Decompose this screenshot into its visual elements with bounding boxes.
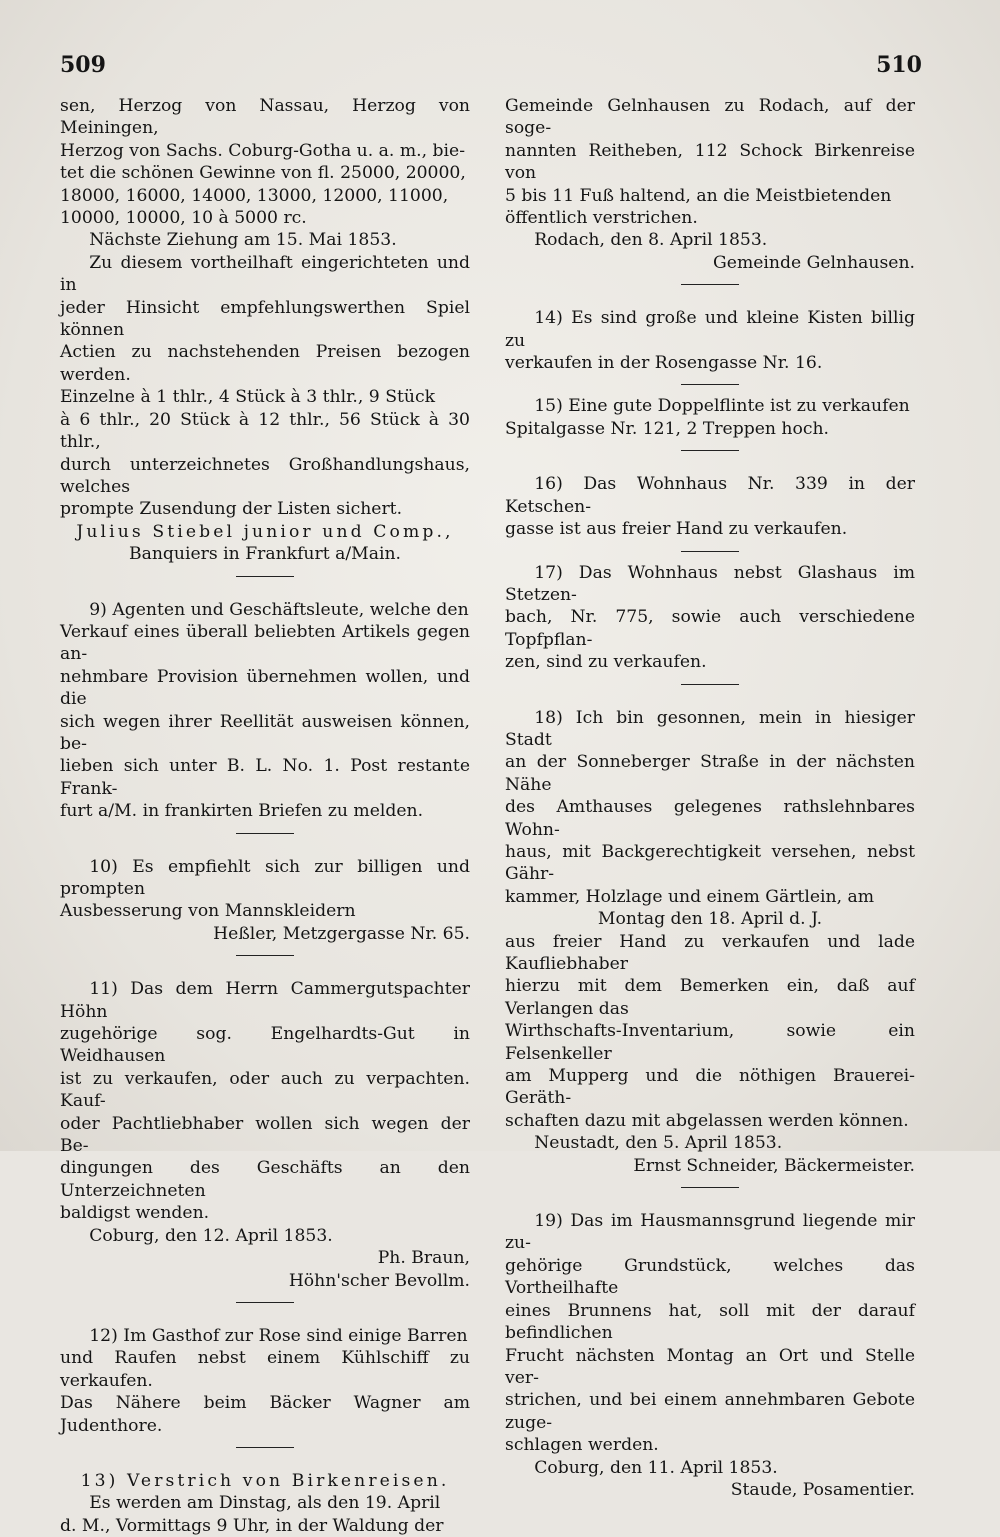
text-line: 17) Das Wohnhaus nebst Glashaus im Stetzen- xyxy=(505,562,915,605)
separator-rule xyxy=(236,833,294,834)
separator-rule xyxy=(236,576,294,577)
text-line: Einzelne à 1 thlr., 4 Stück à 3 thlr., 9 Stück xyxy=(60,387,435,408)
advertiser-signature: Heßler, Metzgergasse Nr. 65. xyxy=(213,923,470,944)
text-line: aus freier Hand zu verkaufen und lade Kaufliebhaber xyxy=(505,931,915,974)
text-line: sen, Herzog von Nassau, Herzog von Meiningen, xyxy=(60,96,470,139)
dateline: Rodach, den 8. April 1853. xyxy=(534,230,768,251)
text-line: jeder Hinsicht empfehlungswerthen Spiel können xyxy=(60,297,470,341)
advertisement-13-continued xyxy=(505,95,915,274)
text-line: Herzog von Sachs. Coburg-Gotha u. a. m., bie- xyxy=(60,140,465,161)
text-line: gehörige Grundstück, welches das Vortheilhafte xyxy=(505,1255,915,1299)
text-line: gasse ist aus freier Hand zu verkaufen. xyxy=(505,519,848,540)
advertisement-15 xyxy=(505,395,915,440)
dateline: Coburg, den 12. April 1853. xyxy=(89,1225,333,1246)
text-line: strichen, und bei einem annehmbaren Gebote zuge- xyxy=(505,1390,915,1433)
page-number-left: 509 xyxy=(60,52,106,78)
text-line: baldigst wenden. xyxy=(60,1203,210,1224)
text-line: 10) Es empfiehlt sich zur billigen und prompten xyxy=(60,856,470,899)
text-line: zugehörige sog. Engelhardts-Gut in Weidhausen xyxy=(60,1024,470,1067)
text-line: 14) Es sind große und kleine Kisten billig zu xyxy=(505,308,915,351)
advertisement-9 xyxy=(60,599,470,823)
separator-rule xyxy=(681,384,739,385)
text-line: zen, sind zu verkaufen. xyxy=(505,652,707,673)
separator-rule xyxy=(681,551,739,552)
text-line: à 6 thlr., 20 Stück à 12 thlr., 56 Stück à 30 thlr., xyxy=(60,409,470,453)
text-line: nannten Reitheben, 112 Schock Birkenreise von xyxy=(505,140,915,184)
text-line: furt a/M. in frankirten Briefen zu melden. xyxy=(60,801,424,822)
sale-date: Montag den 18. April d. J. xyxy=(597,909,823,930)
text-line: Spitalgasse Nr. 121, 2 Treppen hoch. xyxy=(505,418,830,439)
text-line: 10000, 10000, 10 à 5000 rc. xyxy=(60,208,307,229)
text-line: ist zu verkaufen, oder auch zu verpachten. Kauf- xyxy=(60,1068,470,1112)
text-line: 9) Agenten und Geschäftsleute, welche den xyxy=(89,599,469,620)
text-line: verkaufen in der Rosengasse Nr. 16. xyxy=(505,353,823,374)
text-line: bach, Nr. 775, sowie auch verschiedene Topfpflan- xyxy=(505,607,915,650)
text-line: 12) Im Gasthof zur Rose sind einige Barren xyxy=(89,1325,468,1346)
text-line: Verkauf eines überall beliebten Artikels gegen an- xyxy=(60,621,470,665)
text-line: an der Sonneberger Straße in der nächsten Nähe xyxy=(505,752,915,795)
advertiser-signature: Ernst Schneider, Bäckermeister. xyxy=(633,1155,915,1176)
text-line: 5 bis 11 Fuß haltend, an die Meistbietenden xyxy=(505,185,892,206)
dateline: Neustadt, den 5. April 1853. xyxy=(534,1133,783,1154)
text-line: Actien zu nachstehenden Preisen bezogen werden. xyxy=(60,342,470,385)
text-line: lieben sich unter B. L. No. 1. Post restante Frank- xyxy=(60,756,470,799)
separator-rule xyxy=(236,1302,294,1303)
text-line: oder Pachtliebhaber wollen sich wegen der Be- xyxy=(60,1113,470,1157)
text-line: schlagen werden. xyxy=(505,1435,659,1456)
text-line: Frucht nächsten Montag an Ort und Stelle ver- xyxy=(505,1345,915,1388)
notice-heading: 13) Verstrich von Birkenreisen. xyxy=(80,1470,450,1491)
text-line: eines Brunnens hat, soll mit der darauf befindlichen xyxy=(505,1300,915,1344)
text-line: Ausbesserung von Mannskleidern xyxy=(60,901,356,922)
firm-place: Banquiers in Frankfurt a/Main. xyxy=(128,544,402,565)
text-line: sich wegen ihrer Reellität ausweisen können, be- xyxy=(60,711,470,754)
text-line: prompte Zusendung der Listen sichert. xyxy=(60,499,403,520)
advertisement-10 xyxy=(60,856,470,946)
advertisement-18 xyxy=(505,707,915,1178)
text-line: hierzu mit dem Bemerken ein, daß auf Verlangen das xyxy=(505,976,915,1019)
text-line: Das Nähere beim Bäcker Wagner am Judenthore. xyxy=(60,1393,470,1436)
text-line: Es werden am Dinstag, als den 19. April xyxy=(89,1493,441,1514)
text-line: des Amthauses gelegenes rathslehnbares Wohn- xyxy=(505,797,915,840)
text-line: dingungen des Geschäfts an den Unterzeichneten xyxy=(60,1158,470,1201)
text-line: schaften dazu mit abgelassen werden können. xyxy=(505,1110,909,1131)
page-number-right: 510 xyxy=(876,52,922,78)
text-line: 16) Das Wohnhaus Nr. 339 in der Ketschen- xyxy=(505,474,915,517)
separator-rule xyxy=(681,450,739,451)
firm-name: Julius Stiebel junior und Comp., xyxy=(76,521,454,542)
text-line: d. M., Vormittags 9 Uhr, in der Waldung der xyxy=(60,1515,444,1536)
left-column xyxy=(60,95,470,1537)
advertiser-signature: Staude, Posamentier. xyxy=(730,1479,915,1500)
separator-rule xyxy=(236,955,294,956)
advertiser-signature: Höhn'scher Bevollm. xyxy=(288,1270,470,1291)
advertiser-signature: Gemeinde Gelnhausen. xyxy=(713,252,915,273)
text-line: Gemeinde Gelnhausen zu Rodach, auf der soge- xyxy=(505,96,915,139)
dateline: Coburg, den 11. April 1853. xyxy=(534,1457,778,1478)
separator-rule xyxy=(681,684,739,685)
text-line: 19) Das im Hausmannsgrund liegende mir zu- xyxy=(505,1211,915,1254)
advertisement-13 xyxy=(60,1470,470,1537)
advertiser-signature: Ph. Braun, xyxy=(377,1248,470,1269)
text-line: nehmbare Provision übernehmen wollen, und die xyxy=(60,666,470,710)
text-line: 15) Eine gute Doppelflinte ist zu verkaufen xyxy=(534,396,910,417)
text-line: tet die schönen Gewinne von fl. 25000, 20000, xyxy=(60,163,466,184)
advertisement-14 xyxy=(505,307,915,374)
text-line: durch unterzeichnetes Großhandlungshaus, welches xyxy=(60,454,470,497)
text-line: am Mupperg und die nöthigen Brauerei-Geräth- xyxy=(505,1066,915,1109)
text-line: und Raufen nebst einem Kühlschiff zu verkaufen. xyxy=(60,1348,470,1391)
separator-rule xyxy=(681,284,739,285)
text-line: Wirthschafts-Inventarium, sowie ein Felsenkeller xyxy=(505,1021,915,1064)
text-line: öffentlich verstrichen. xyxy=(505,208,698,229)
advertisement-16 xyxy=(505,473,915,540)
right-column xyxy=(505,95,915,1501)
advertisement-17 xyxy=(505,562,915,674)
text-line: 18) Ich bin gesonnen, mein in hiesiger Stadt xyxy=(505,707,915,750)
text-line: haus, mit Backgerechtigkeit versehen, nebst Gähr- xyxy=(505,841,915,885)
text-line: 11) Das dem Herrn Cammergutspachter Höhn xyxy=(60,979,470,1022)
separator-rule xyxy=(681,1187,739,1188)
advertisement-11 xyxy=(60,978,470,1292)
draw-date: Nächste Ziehung am 15. Mai 1853. xyxy=(89,230,397,251)
text-line: Zu diesem vortheilhaft eingerichteten und in xyxy=(60,252,470,296)
text-line: kammer, Holzlage und einem Gärtlein, am xyxy=(505,886,875,907)
separator-rule xyxy=(236,1447,294,1448)
lottery-advertisement xyxy=(60,95,470,566)
text-line: 18000, 16000, 14000, 13000, 12000, 11000, xyxy=(60,185,449,206)
advertisement-12 xyxy=(60,1325,470,1437)
advertisement-19 xyxy=(505,1210,915,1501)
